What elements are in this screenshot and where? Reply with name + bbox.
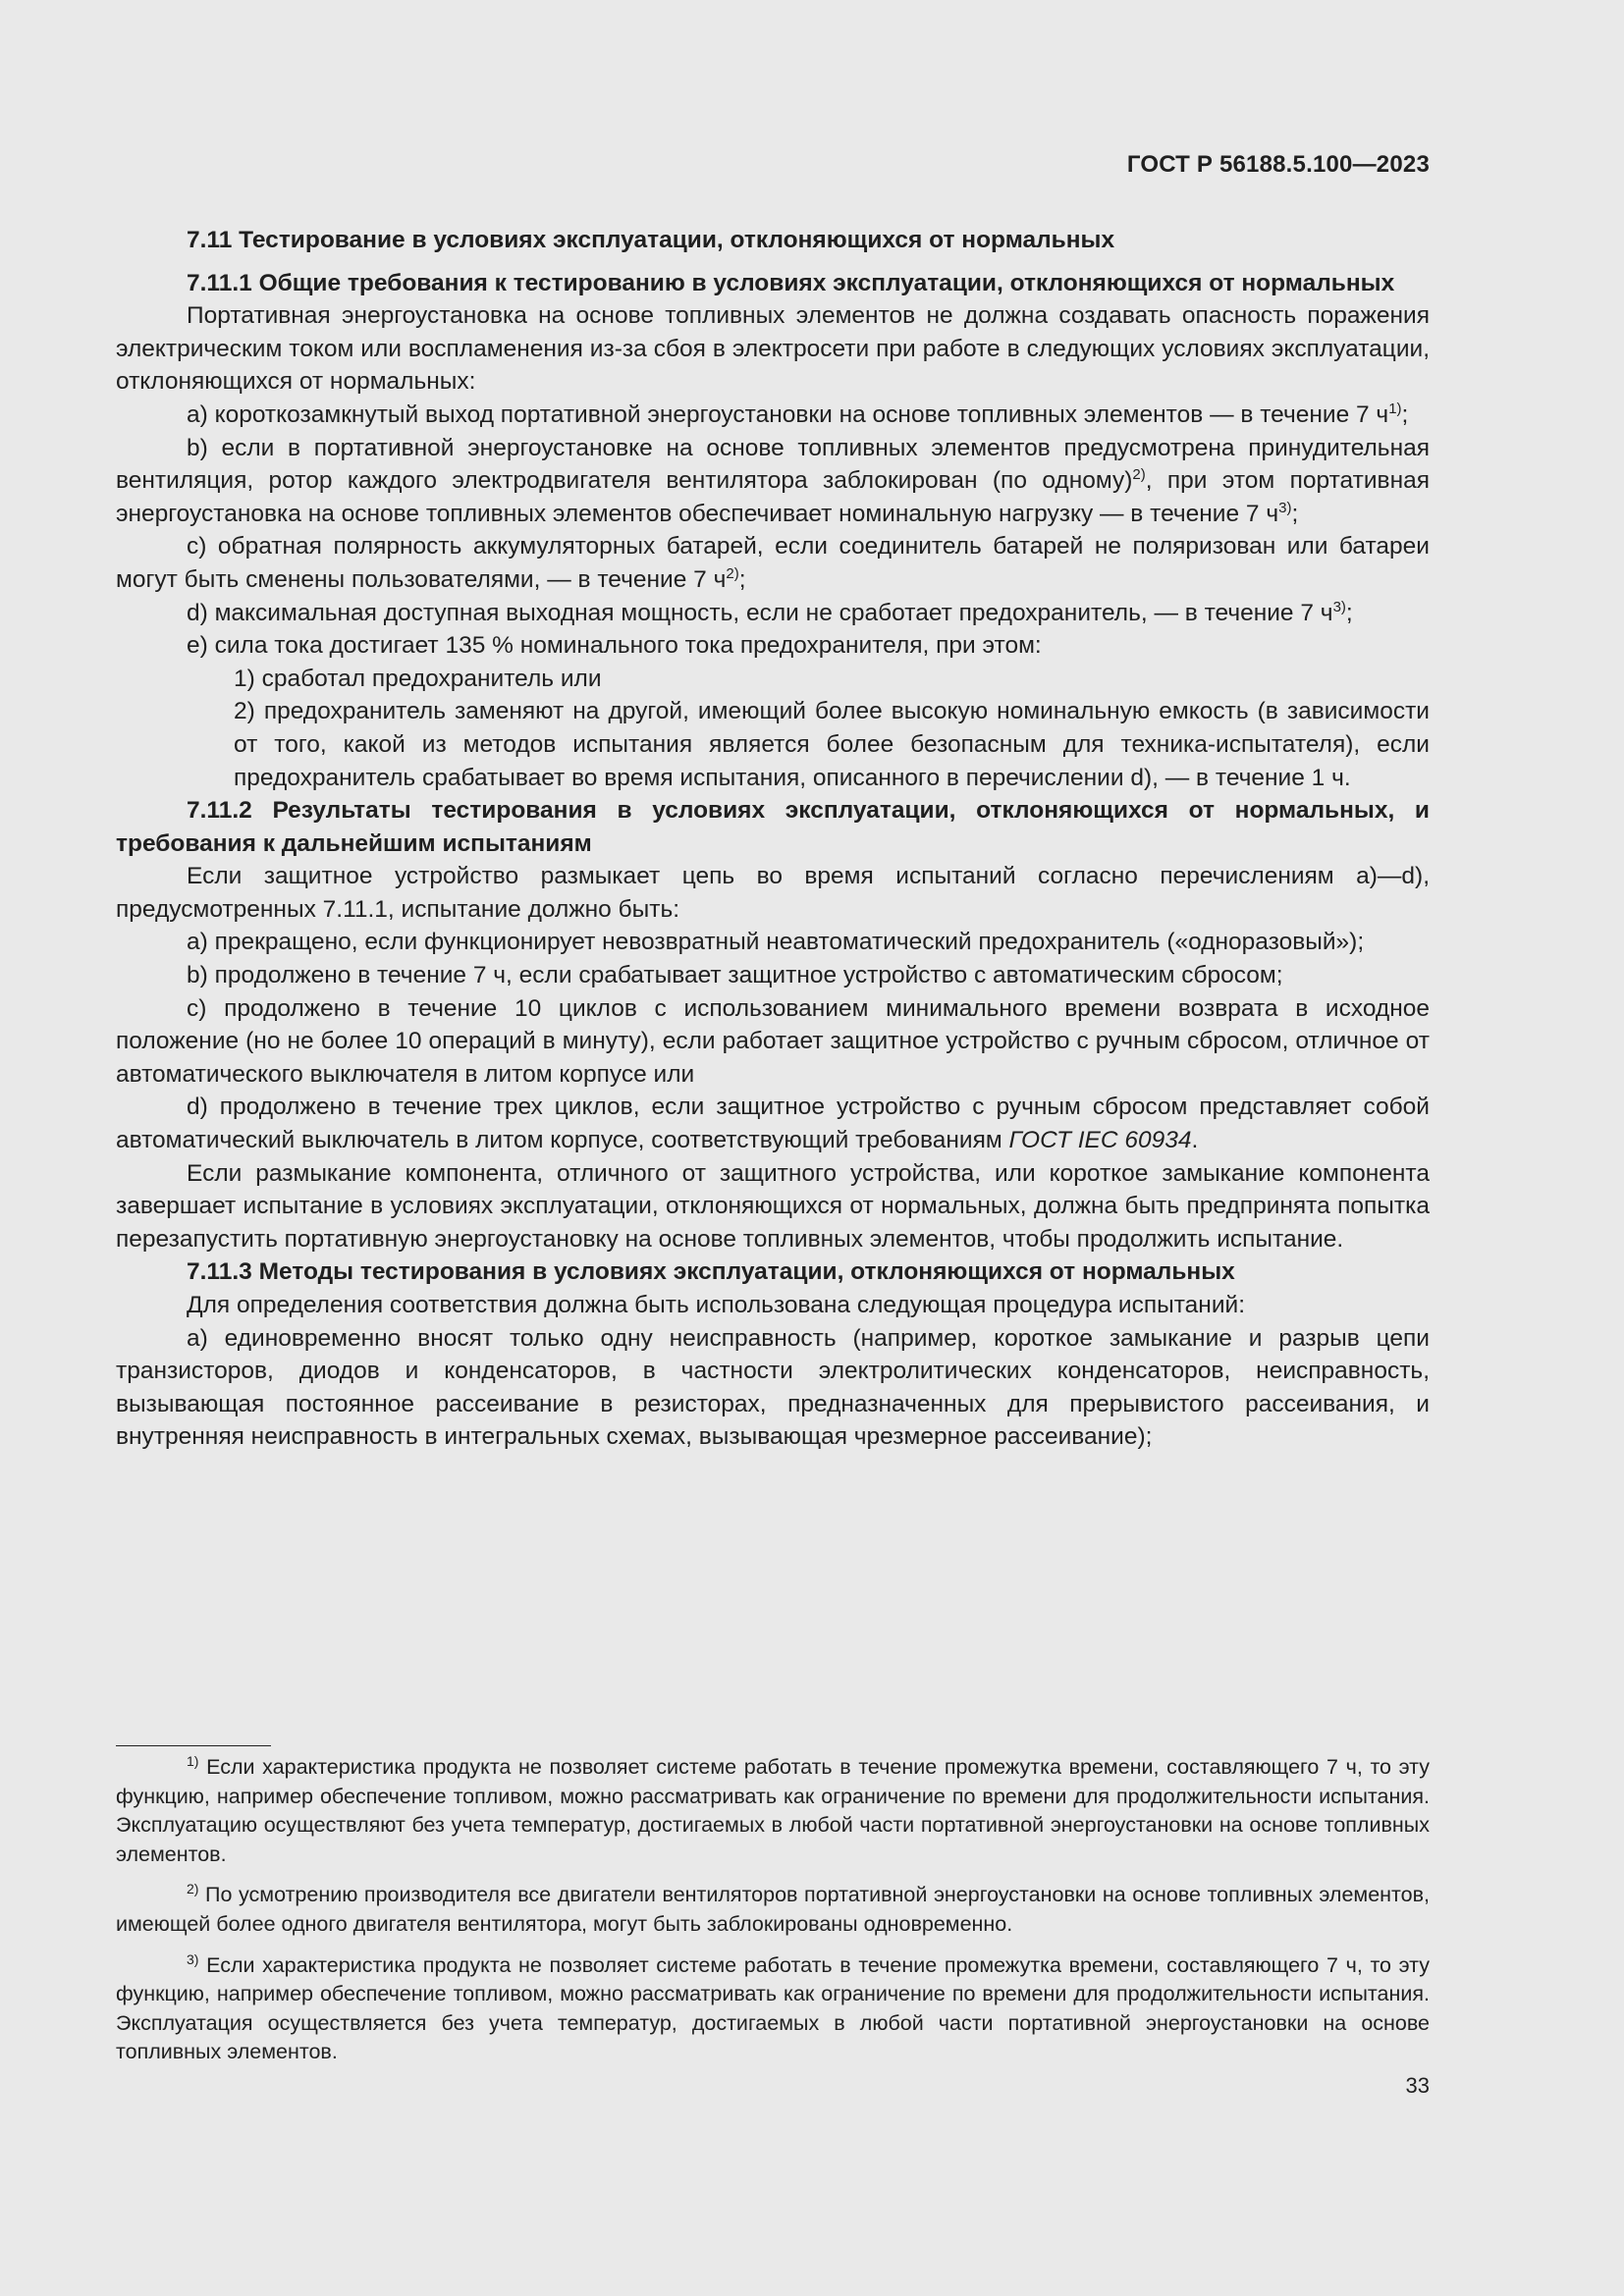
list-item-e: е) сила тока достигает 135 % номинального тока предохранителя, при этом: xyxy=(187,632,1042,660)
punct: ; xyxy=(738,565,746,593)
result-item-a: а) прекращено, если функционирует невозвратный неавтоматический предохранитель («одноразовый»); xyxy=(187,929,1365,956)
footnote-mark: 2) xyxy=(187,1881,199,1897)
list-item-b xyxy=(116,432,1430,531)
page-number: 33 xyxy=(1405,2073,1430,2098)
footnote-ref-3[interactable]: 3) xyxy=(1278,499,1292,516)
document-page xyxy=(116,0,1430,2296)
result-item-b: b) продолжено в течение 7 ч, если срабатывает защитное устройство с автоматическим сбросом; xyxy=(187,962,1283,989)
list-item-c xyxy=(116,530,1430,596)
list-item-text: d) продолжено в течение трех циклов, если защитное устройство с ручным сбросом представляет собой автоматический выключатель в литом корпусе, соответствующий требованиям xyxy=(116,1094,1430,1154)
footnote-ref-3[interactable]: 3) xyxy=(1332,598,1346,615)
footnotes xyxy=(116,1753,1430,2079)
footnote-text: По усмотрению производителя все двигатели вентиляторов портативной энергоустановки на основе топливных элементов, имеющей более одного двигателя вентилятора, могут быть заблокированы одновременно. xyxy=(116,1883,1430,1936)
punct: ; xyxy=(1291,500,1299,527)
list-item-text: с) обратная полярность аккумуляторных батарей, если соединитель батарей не поляризован или батареи могут быть сменены пользователями, — в течение 7 ч xyxy=(116,533,1430,593)
footnote-1 xyxy=(116,1753,1430,1869)
section-7-11-3-title: 7.11.3 Методы тестирования в условиях эксплуатации, отклоняющихся от нормальных xyxy=(187,1258,1235,1286)
punct: ; xyxy=(1345,599,1353,626)
section-7-11-1-intro: Портативная энергоустановка на основе топливных элементов не должна создавать опасность поражения электрическим током или воспламенения из-за сбоя в электросети при работе в следующих условиях эксплуатации, отклоняющихся от нормальных: xyxy=(116,302,1430,396)
list-item-d xyxy=(116,597,1430,630)
result-item-c: с) продолжено в течение 10 циклов с использованием минимального времени возврата в исходное положение (но не более 10 операций в минуту), если работает защитное устройство с ручным сбросом, отличное от автоматического выключателя в литом корпусе или xyxy=(116,994,1430,1088)
list-item-text: а) короткозамкнутый выход портативной энергоустановки на основе топливных элементов — в течение 7 ч xyxy=(187,400,1389,428)
list-item-text: b) если в портативной энергоустановке на основе топливных элементов предусмотрена принудительная вентиляция, ротор каждого электродвигателя вентилятора заблокирован (по одному) xyxy=(116,434,1430,495)
footnote-text: Если характеристика продукта не позволяет системе работать в течение промежутка времени, составляющего 7 ч, то эту функцию, например обеспечение топливом, можно рассматривать как ограничение по времени для продолжительности испытания. Эксплуатация осуществляется без учета температур, достигаемых в любой части портативной энергоустановки на основе топливных элементов. xyxy=(116,1952,1430,2064)
section-7-11-2-title: 7.11.2 Результаты тестирования в условиях эксплуатации, отклоняющихся от нормальных, и требования к дальнейшим испытаниям xyxy=(116,797,1430,857)
footnote-text: Если характеристика продукта не позволяет системе работать в течение промежутка времени, составляющего 7 ч, то эту функцию, например обеспечение топливом, можно рассматривать как ограничение по времени для продолжительности испытания. Эксплуатацию осуществляют без учета температур, достигаемых в любой части портативной энергоустановки на основе топливных элементов. xyxy=(116,1755,1430,1866)
section-7-11-title: 7.11 Тестирование в условиях эксплуатации, отклоняющихся от нормальных xyxy=(187,227,1115,253)
section-7-11-1-title: 7.11.1 Общие требования к тестированию в условиях эксплуатации, отклоняющихся от нормальных xyxy=(187,269,1395,296)
result-item-d xyxy=(116,1091,1430,1156)
list-item-text: , при этом портативная энергоустановка на основе топливных элементов обеспечивает номинальную нагрузку — в течение 7 ч xyxy=(116,467,1430,527)
section-7-11-2-paragraph: Если размыкание компонента, отличного от защитного устройства, или короткое замыкание компонента завершает испытание в условиях эксплуатации, отклоняющихся от нормальных, должна быть предпринята попытка перезапустить портативную энергоустановку на основе топливных элементов, чтобы продолжить испытание. xyxy=(116,1159,1430,1253)
list-item-text: d) максимальная доступная выходная мощность, если не сработает предохранитель, — в течение 7 ч xyxy=(187,599,1333,626)
footnote-3 xyxy=(116,1951,1430,2067)
sub-item-1: 1) сработал предохранитель или xyxy=(234,665,602,692)
footnote-ref-2[interactable]: 2) xyxy=(1132,466,1146,484)
method-item-a: а) единовременно вносят только одну неисправность (например, короткое замыкание и разрыв цепи транзисторов, диодов и конденсаторов, в частности электролитических конденсаторов, неисправность, вызывающая постоянное рассеивание в резисторах, предназначенных для прерывистого рассеивания, и внутренняя неисправность в интегральных схемах, вызывающая чрезмерное рассеивание); xyxy=(116,1324,1430,1451)
footnote-mark: 1) xyxy=(187,1753,199,1769)
main-text xyxy=(116,224,1430,1454)
section-7-11-2-intro: Если защитное устройство размыкает цепь во время испытаний согласно перечислениям а)—d), предусмотренных 7.11.1, испытание должно быть: xyxy=(116,863,1430,923)
document-id-header: ГОСТ Р 56188.5.100—2023 xyxy=(1126,151,1430,178)
footnote-mark: 3) xyxy=(187,1950,199,1967)
punct: ; xyxy=(1401,400,1409,428)
standard-reference[interactable]: ГОСТ IEC 60934 xyxy=(1008,1127,1192,1154)
punct: . xyxy=(1191,1127,1199,1154)
footnote-ref-2[interactable]: 2) xyxy=(726,564,739,582)
section-7-11-3-intro: Для определения соответствия должна быть использована следующая процедура испытаний: xyxy=(187,1292,1246,1318)
footnote-ref-1[interactable]: 1) xyxy=(1388,400,1402,417)
footnote-2 xyxy=(116,1881,1430,1939)
list-item-a xyxy=(116,399,1430,432)
sub-item-2: 2) предохранитель заменяют на другой, имеющий более высокую номинальную емкость (в зависимости от того, какой из методов испытания является более безопасным для техника-испытателя), если предохранитель срабатывает во время испытания, описанного в перечислении d), — в течение 1 ч. xyxy=(234,698,1430,791)
footnote-divider xyxy=(116,1745,271,1746)
